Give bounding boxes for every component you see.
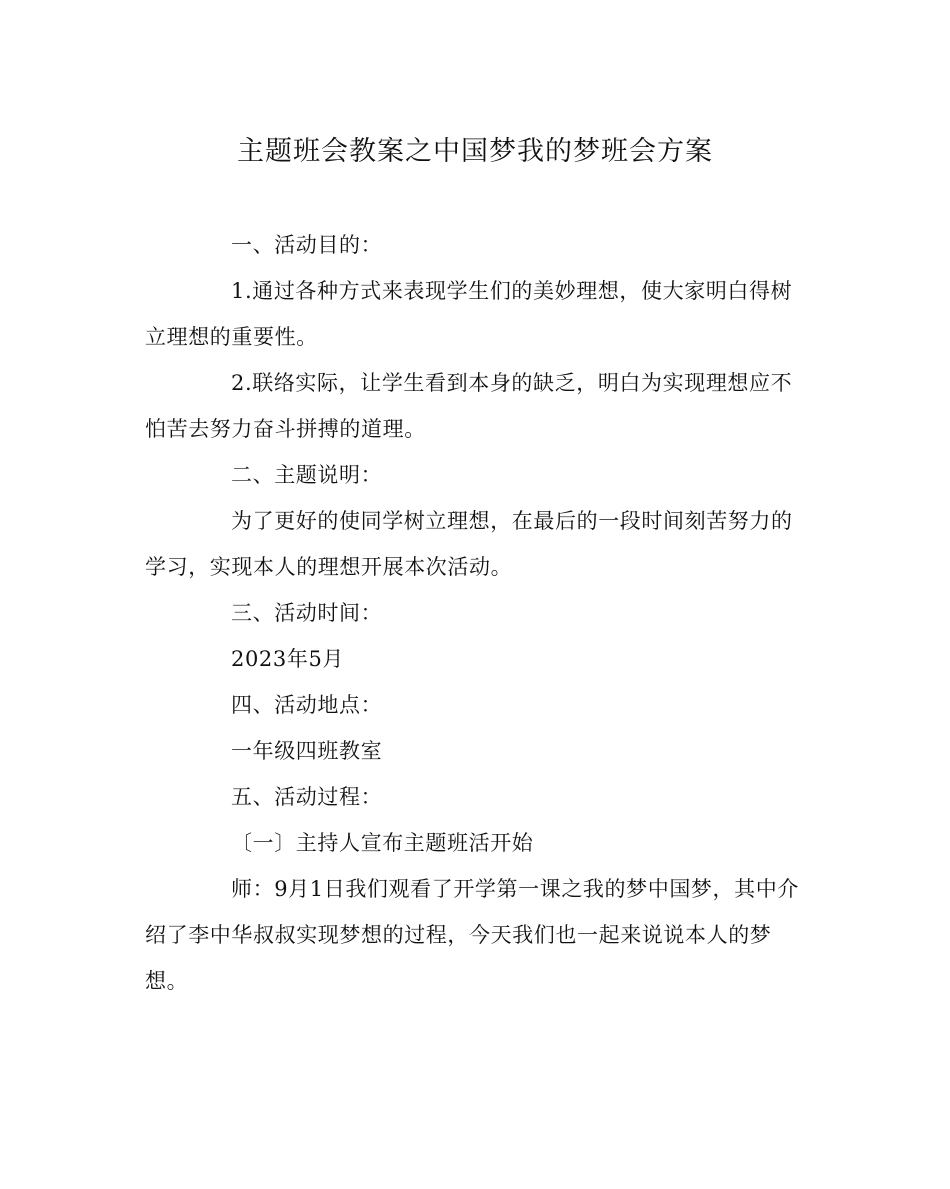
purpose-item-2: 2.联络实际，让学生看到本身的缺乏，明白为实现理想应不怕苦去努力奋斗拼搏的道理。 [145,371,793,441]
purpose-item-1: 1.通过各种方式来表现学生们的美妙理想，使大家明白得树立理想的重要性。 [145,279,793,349]
teacher-speech: 师：9月1日我们观看了开学第一课之我的梦中国梦，其中介绍了李中华叔叔实现梦想的过程，今天我们也一起来说说本人的梦想。 [145,877,799,993]
section-heading-purpose: 一、活动目的： [231,233,383,257]
activity-time: 2023年5月 [231,647,345,671]
theme-description: 为了更好的使同学树立理想，在最后的一段时间刻苦努力的学习，实现本人的理想开展本次活动。 [145,509,793,579]
document-body [145,222,805,1004]
process-step-1: 〔一〕主持人宣布主题班活开始 [231,831,534,855]
section-heading-process: 五、活动过程： [231,785,383,809]
activity-location: 一年级四班教室 [231,739,383,763]
document-title: 主题班会教案之中国梦我的梦班会方案 [237,136,713,167]
section-heading-time: 三、活动时间： [231,601,383,625]
section-heading-theme: 二、主题说明： [231,463,383,487]
section-heading-location: 四、活动地点： [231,693,383,717]
